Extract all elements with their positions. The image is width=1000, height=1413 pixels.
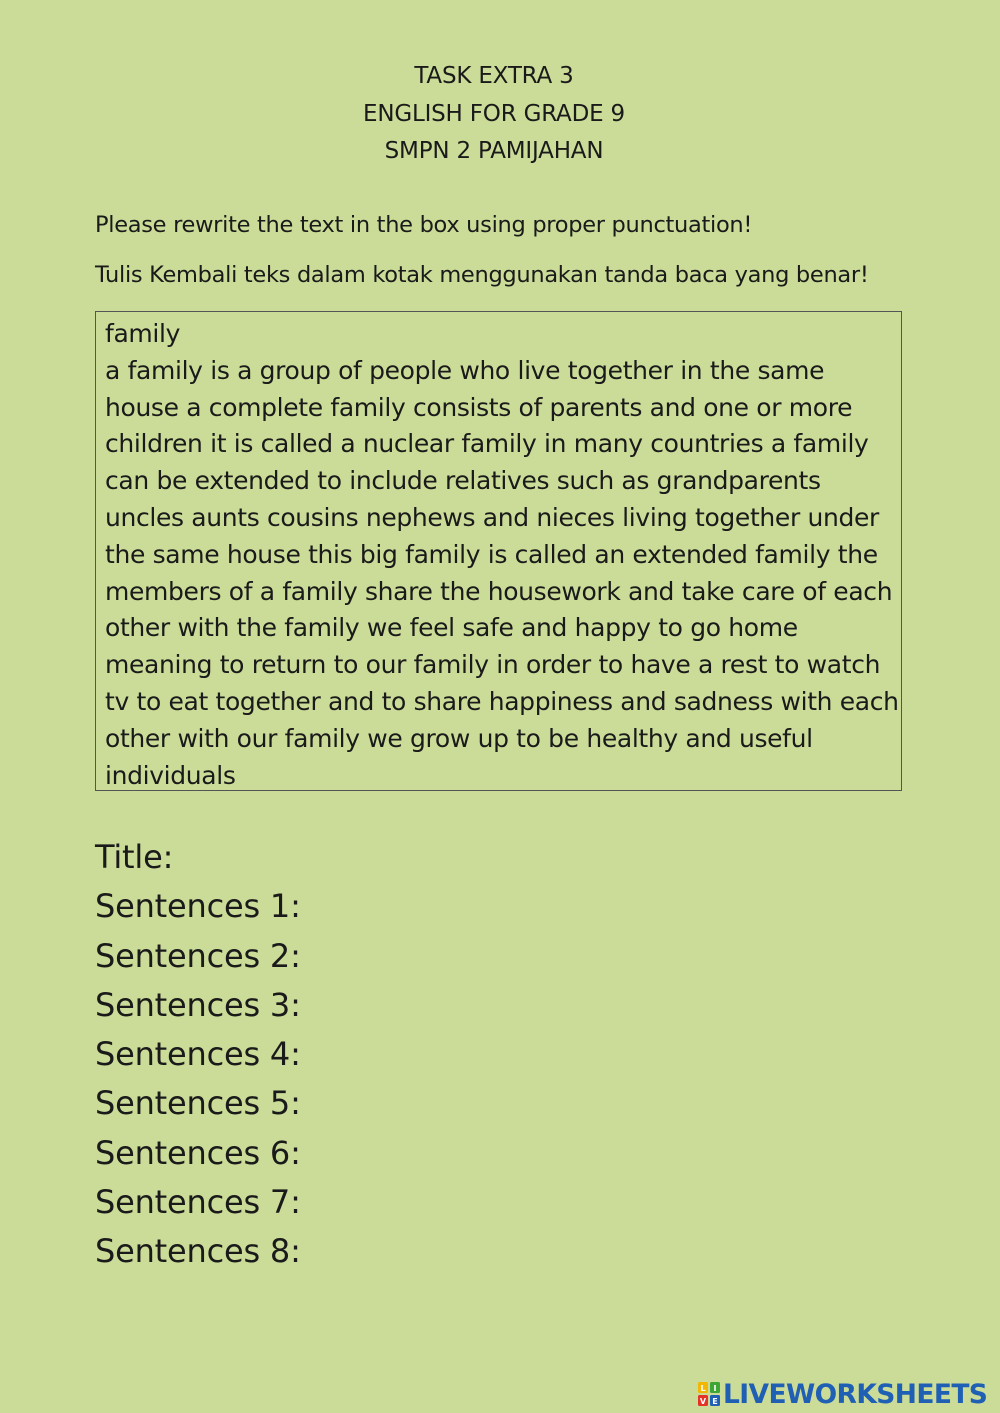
sentence-label-8: Sentences 8: — [95, 1232, 301, 1271]
sentence-label-6: Sentences 6: — [95, 1133, 301, 1172]
box-text-line: uncles aunts cousins nephews and nieces living together under — [105, 502, 879, 532]
box-text-line: house a complete family consists of parents and one or more — [105, 392, 853, 422]
sentence-label-4: Sentences 4: — [95, 1035, 301, 1074]
title-label: Title: — [95, 838, 174, 876]
box-text-line: can be extended to include relatives such as grandparents — [105, 466, 821, 496]
liveworksheets-logo-icon — [698, 1382, 720, 1406]
subject-grade: ENGLISH FOR GRADE 9 — [363, 100, 625, 127]
liveworksheets-wordmark: LIVEWORKSHEETS — [723, 1378, 988, 1410]
sentence-label-2: Sentences 2: — [95, 936, 301, 975]
unpunctuated-text-box — [95, 311, 902, 791]
sentence-label-5: Sentences 5: — [95, 1084, 301, 1123]
logo-letter: E — [712, 1396, 718, 1406]
logo-letter: L — [700, 1383, 706, 1393]
box-text-line: children it is called a nuclear family in many countries a family — [105, 429, 869, 459]
sentence-label-1: Sentences 1: — [95, 887, 301, 926]
school-name: SMPN 2 PAMIJAHAN — [384, 138, 604, 164]
box-text-line: meaning to return to our family in order to have a rest to watch — [105, 650, 881, 680]
instruction-indonesian: Tulis Kembali teks dalam kotak menggunakan tanda baca yang benar! — [95, 262, 869, 288]
sentence-label-7: Sentences 7: — [95, 1183, 301, 1222]
sentence-label-3: Sentences 3: — [95, 985, 301, 1024]
answer-section — [95, 833, 301, 1277]
liveworksheets-branding — [698, 1378, 987, 1410]
box-text-line: family — [105, 319, 181, 348]
logo-letter: V — [699, 1396, 707, 1406]
box-text-line: the same house this big family is called an extended family the — [105, 539, 878, 569]
box-text-line: other with the family we feel safe and happy to go home — [105, 613, 798, 643]
box-text-line: other with our family we grow up to be healthy and useful — [105, 723, 813, 753]
box-text-line: tv to eat together and to share happiness and sadness with each — [105, 686, 899, 716]
box-text-line: a family is a group of people who live together in the same — [105, 355, 825, 385]
logo-letter: I — [713, 1383, 717, 1393]
box-text-line: members of a family share the housework and take care of each — [105, 576, 893, 606]
box-text-line: individuals — [105, 760, 236, 790]
instruction-english: Please rewrite the text in the box using proper punctuation! — [95, 212, 753, 238]
task-title: TASK EXTRA 3 — [414, 63, 574, 89]
worksheet-header — [0, 58, 988, 171]
